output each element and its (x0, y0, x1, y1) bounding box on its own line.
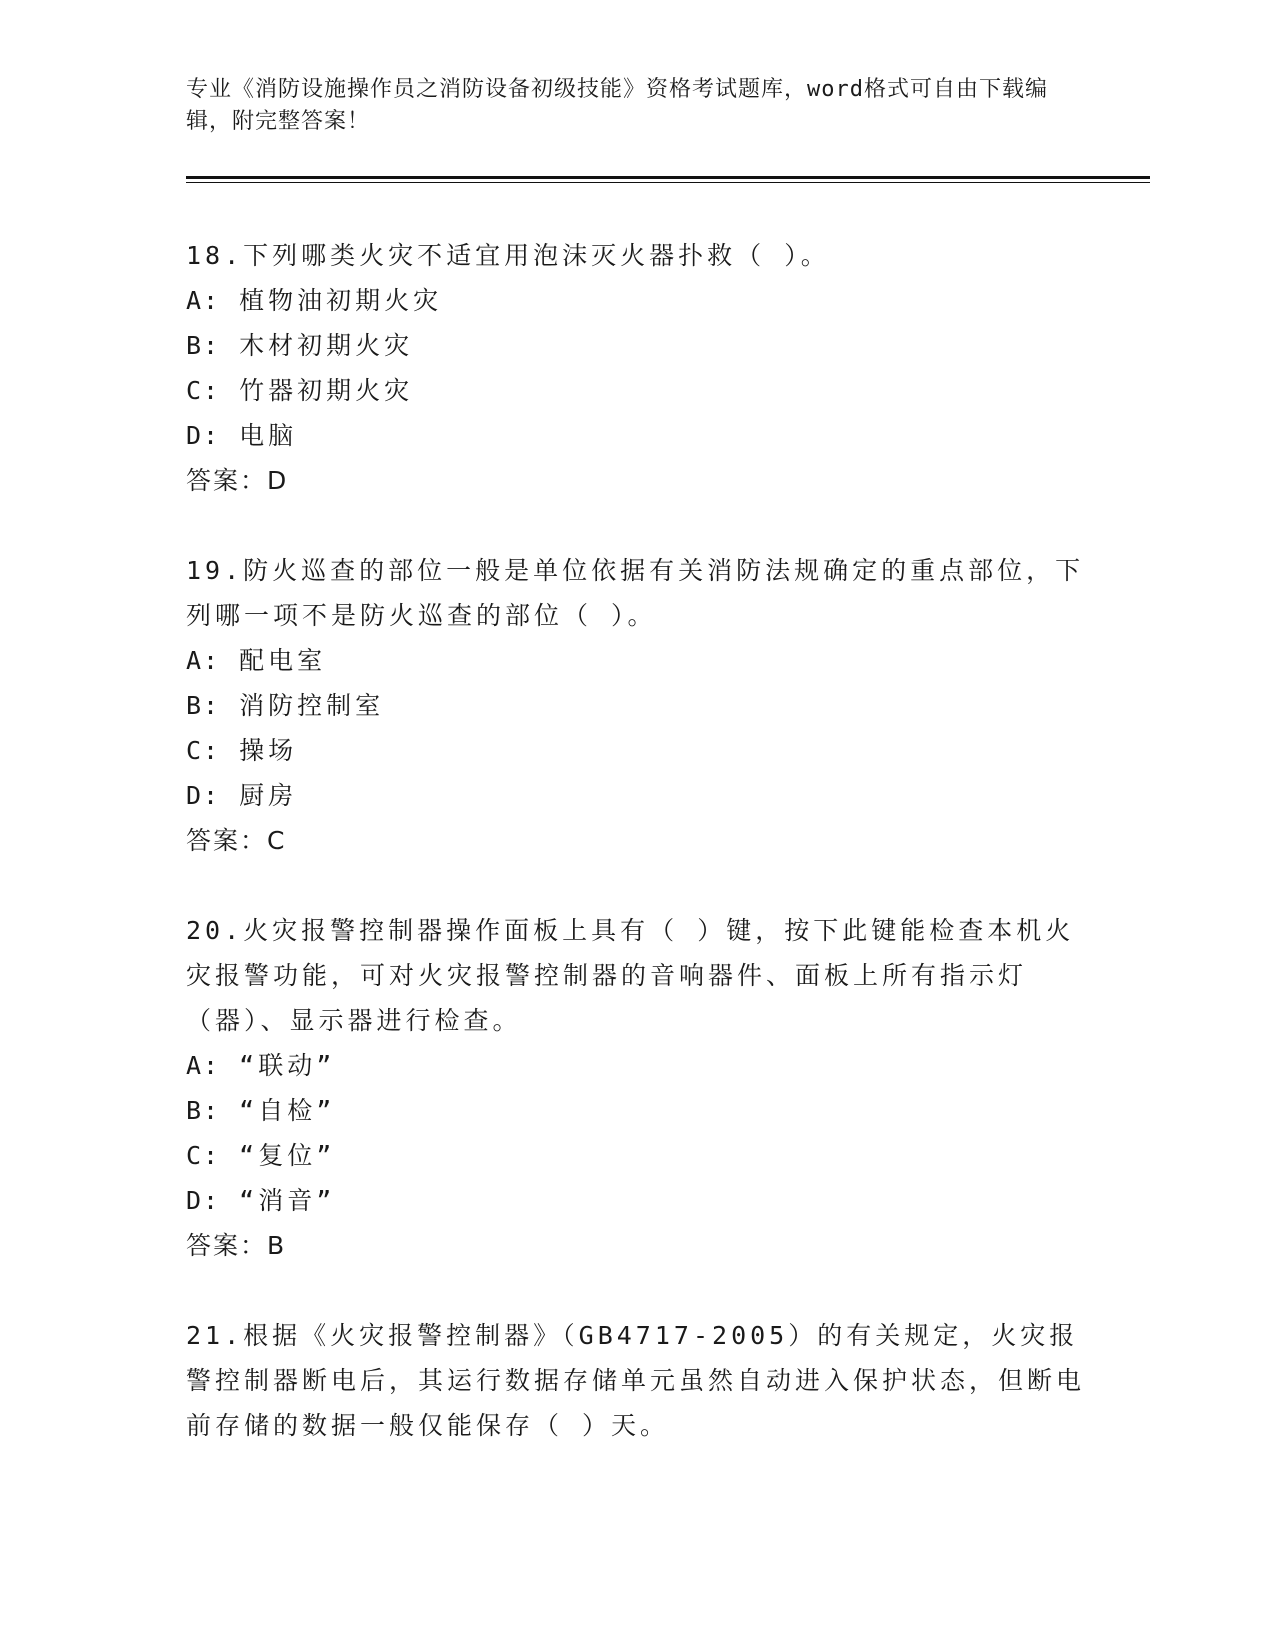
option-d (186, 773, 1086, 818)
option-letter: D: (186, 421, 221, 450)
option-letter: C: (186, 376, 221, 405)
question-stem: 19.防火巡查的部位一般是单位依据有关消防法规确定的重点部位，下列哪一项不是防火巡查的部位（ ）。 (186, 556, 1085, 630)
option-letter: D: (186, 1186, 221, 1215)
option-c (186, 368, 1086, 413)
option-text: “消音” (239, 1186, 336, 1215)
question-stem: 20.火灾报警控制器操作面板上具有（ ）键，按下此键能检查本机火灾报警功能，可对火灾报警控制器的音响器件、面板上所有指示灯（器）、显示器进行检查。 (186, 916, 1075, 1035)
option-text: 电脑 (239, 421, 298, 450)
answer-line: 答案：B (186, 1231, 287, 1260)
option-letter: A: (186, 286, 221, 315)
option-text: 消防控制室 (239, 691, 385, 720)
option-letter: D: (186, 781, 221, 810)
option-letter: B: (186, 331, 221, 360)
option-c (186, 728, 1086, 773)
option-text: 竹器初期火灾 (239, 376, 414, 405)
option-text: 配电室 (239, 646, 327, 675)
option-text: 植物油初期火灾 (239, 286, 443, 315)
option-text: 厨房 (239, 781, 298, 810)
question-stem: 18.下列哪类火灾不适宜用泡沫灭火器扑救（ ）。 (186, 241, 830, 270)
option-b (186, 683, 1086, 728)
question-19 (186, 548, 1086, 863)
document-intro: 专业《消防设施操作员之消防设备初级技能》资格考试题库，word格式可自由下载编辑，附完整答案！ (186, 77, 1048, 134)
option-text: “自检” (239, 1096, 336, 1125)
option-text: “联动” (239, 1051, 336, 1080)
answer-line: 答案：C (186, 826, 287, 855)
question-list (186, 233, 1086, 1493)
option-letter: B: (186, 691, 221, 720)
header-rule-thick (186, 176, 1150, 179)
question-21 (186, 1313, 1086, 1448)
option-a (186, 638, 1086, 683)
option-text: “复位” (239, 1141, 336, 1170)
option-c (186, 1133, 1086, 1178)
option-text: 操场 (239, 736, 298, 765)
option-letter: B: (186, 1096, 221, 1125)
option-d (186, 1178, 1086, 1223)
question-18 (186, 233, 1086, 503)
option-b (186, 323, 1086, 368)
option-a (186, 1043, 1086, 1088)
option-b (186, 1088, 1086, 1133)
question-stem: 21.根据《火灾报警控制器》（GB4717-2005）的有关规定，火灾报警控制器断电后，其运行数据存储单元虽然自动进入保护状态，但断电前存储的数据一般仅能保存（ ）天。 (186, 1321, 1086, 1440)
option-letter: C: (186, 736, 221, 765)
question-20 (186, 908, 1086, 1268)
header-rule-thin (186, 182, 1150, 183)
option-letter: A: (186, 646, 221, 675)
answer-line: 答案：D (186, 466, 289, 495)
option-a (186, 278, 1086, 323)
option-letter: A: (186, 1051, 221, 1080)
option-letter: C: (186, 1141, 221, 1170)
option-text: 木材初期火灾 (239, 331, 414, 360)
option-d (186, 413, 1086, 458)
